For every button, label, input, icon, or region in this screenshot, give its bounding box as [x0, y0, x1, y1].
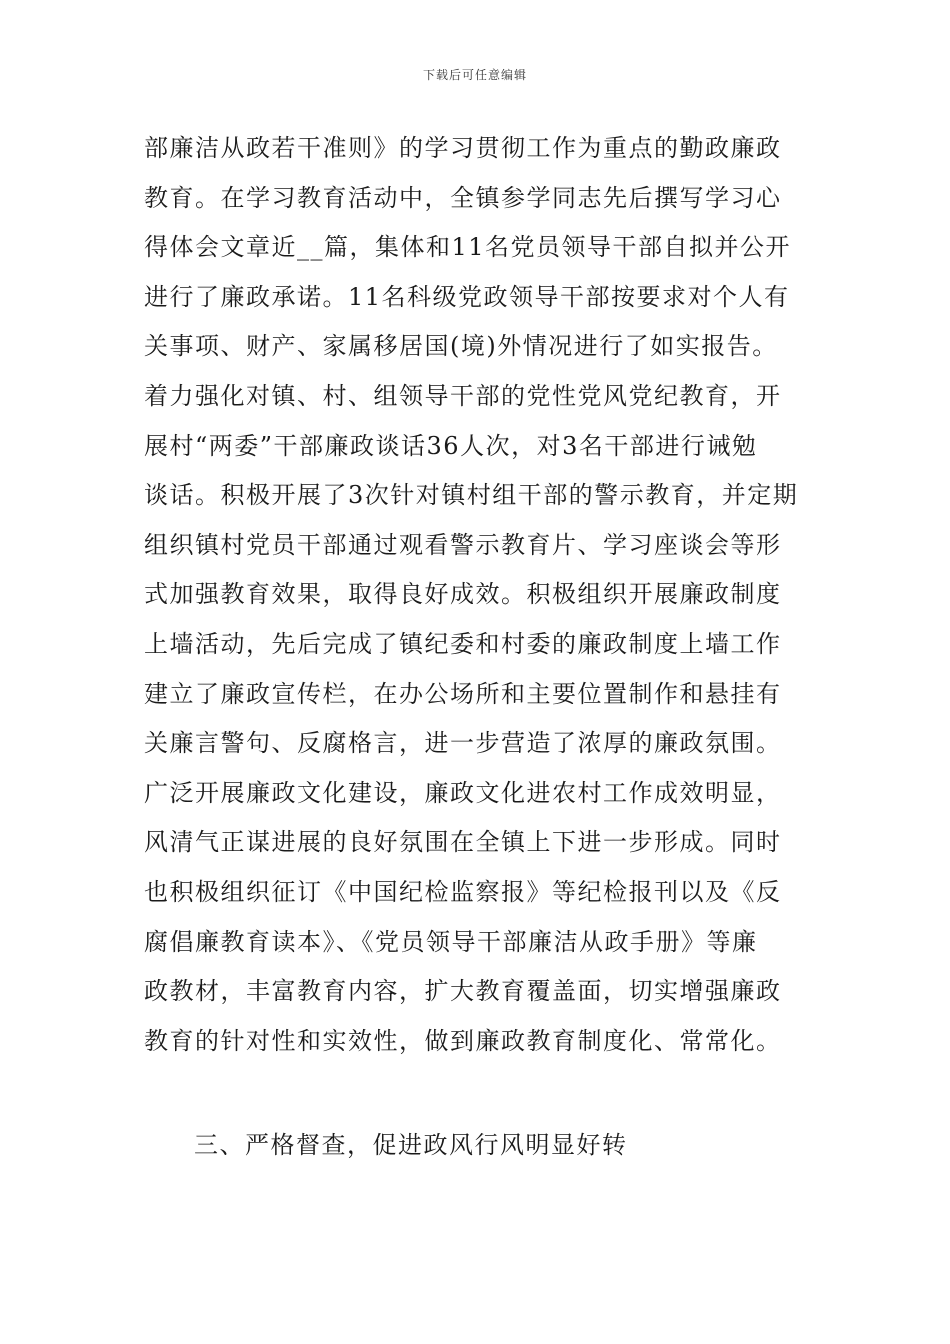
paragraph-line: 政教材，丰富教育内容，扩大教育覆盖面，切实增强廉政	[144, 977, 782, 1006]
paragraph-line: 部廉洁从政若干准则》的学习贯彻工作为重点的勤政廉政	[144, 134, 782, 162]
paragraph-line: 教育的针对性和实效性，做到廉政教育制度化、常常化。	[144, 1026, 782, 1055]
paragraph-line: 腐倡廉教育读本》、《党员领导干部廉洁从政手册》等廉	[144, 927, 758, 956]
paragraph-line: 进行了廉政承诺。11名科级党政领导干部按要求对个人有	[144, 282, 790, 311]
paragraph-line: 组织镇村党员干部通过观看警示教育片、学习座谈会等形	[144, 530, 782, 559]
paragraph-line: 建立了廉政宣传栏，在办公场所和主要位置制作和悬挂有	[144, 679, 782, 708]
paragraph-line: 着力强化对镇、村、组领导干部的党性党风党纪教育，开	[144, 381, 782, 410]
paragraph-line: 关廉言警句、反腐格言，进一步营造了浓厚的廉政氛围。	[144, 729, 782, 758]
paragraph-line: 教育。在学习教育活动中，全镇参学同志先后撰写学习心	[144, 183, 782, 212]
section-heading: 三、严格督查，促进政风行风明显好转	[194, 1131, 628, 1159]
paragraph-line: 广泛开展廉政文化建设，廉政文化进农村工作成效明显，	[144, 778, 782, 807]
page-header-note: 下载后可任意编辑	[422, 68, 527, 82]
paragraph-line: 展村“两委”干部廉政谈话36人次，对3名干部进行诫勉	[144, 431, 758, 460]
paragraph-line: 谈话。积极开展了3次针对镇村组干部的警示教育，并定期	[144, 481, 799, 510]
paragraph-line: 上墙活动，先后完成了镇纪委和村委的廉政制度上墙工作	[144, 629, 782, 658]
paragraph-line: 式加强教育效果，取得良好成效。积极组织开展廉政制度	[144, 580, 782, 609]
paragraph-line: 也积极组织征订《中国纪检监察报》等纪检报刊以及《反	[144, 877, 782, 906]
body-paragraph	[144, 124, 844, 1066]
paragraph-line: 得体会文章近__篇，集体和11名党员领导干部自拟并公开	[144, 233, 792, 262]
paragraph-line: 关事项、财产、家属移居国(境)外情况进行了如实报告。	[144, 332, 778, 361]
paragraph-line: 风清气正谋进展的良好氛围在全镇上下进一步形成。同时	[144, 828, 782, 857]
